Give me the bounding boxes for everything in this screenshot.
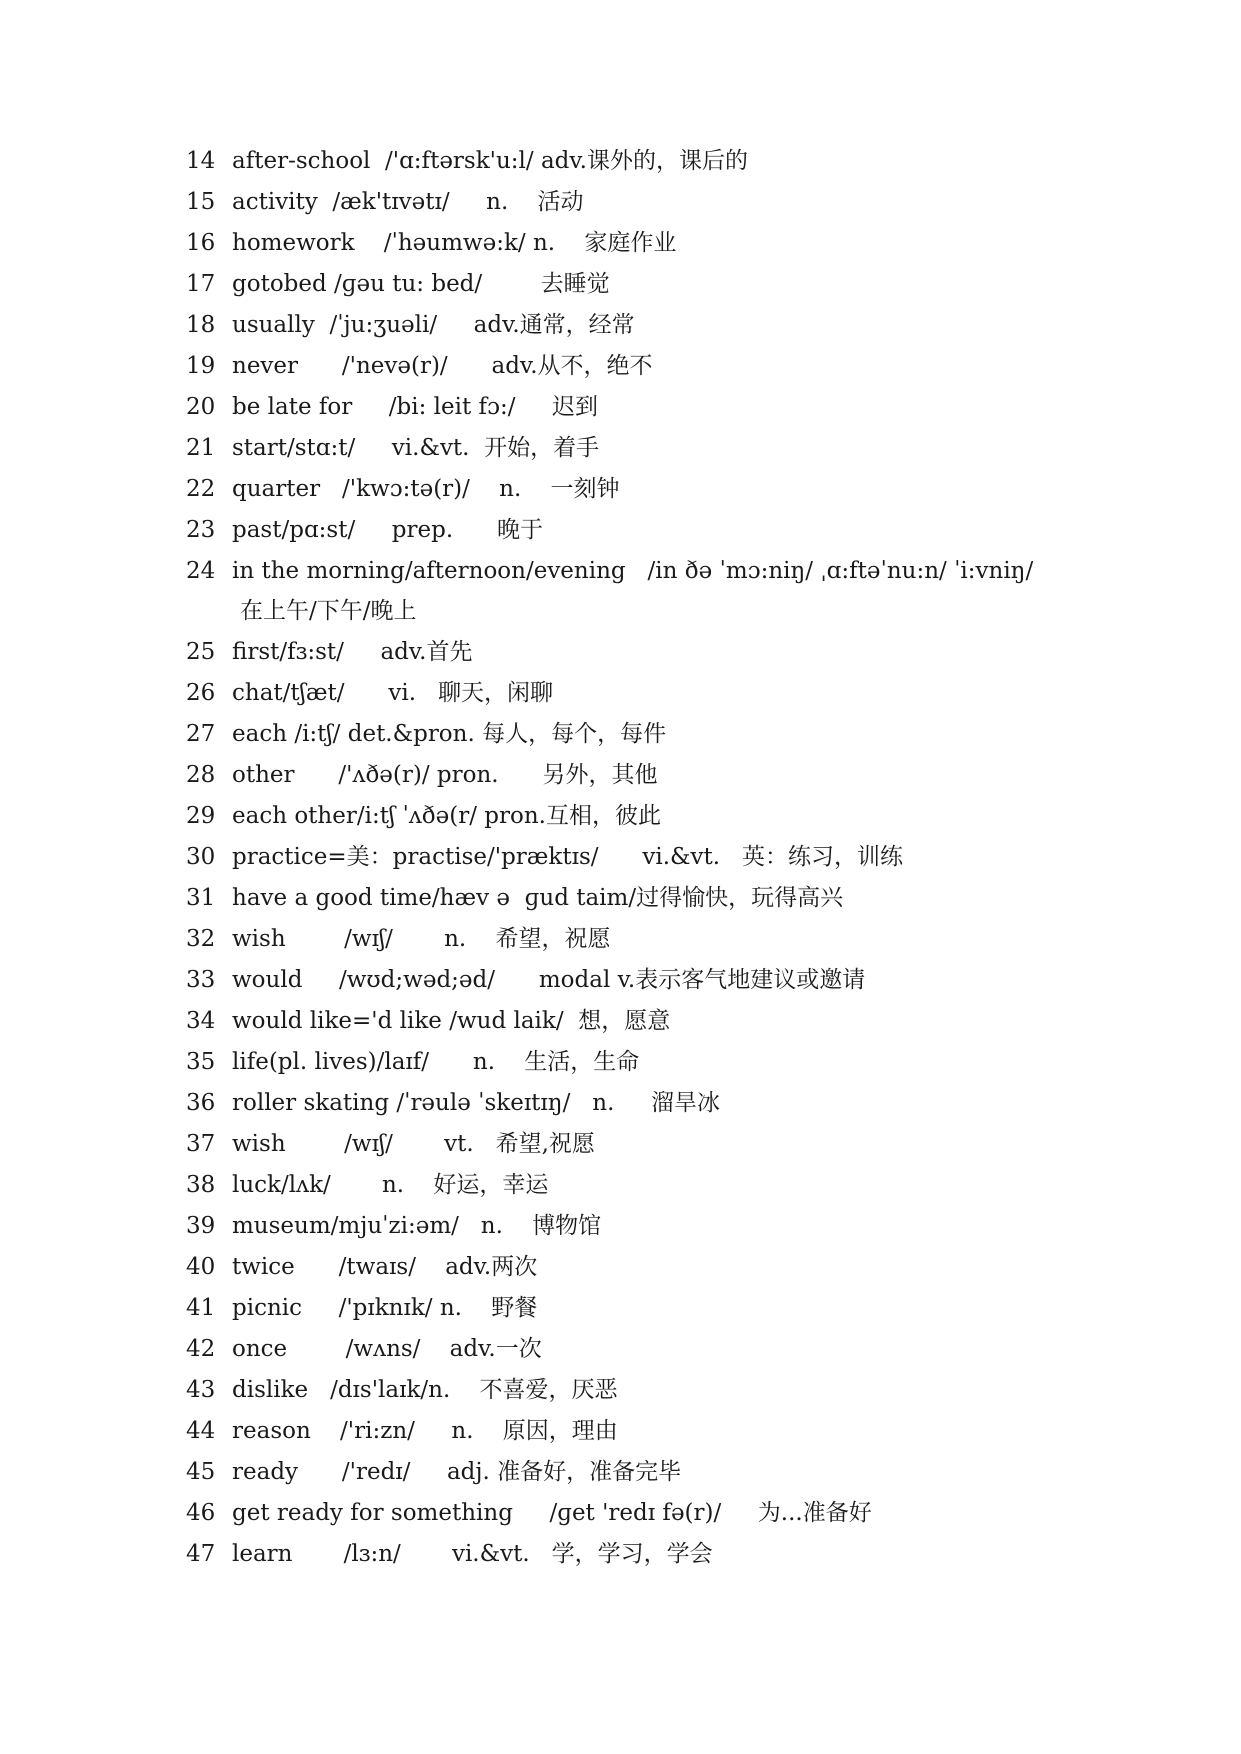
entry-text: never /'nevə(r)/ adv.从不，绝不 bbox=[232, 353, 653, 379]
vocab-entry bbox=[0, 435, 1241, 476]
vocab-entry bbox=[0, 762, 1241, 803]
vocab-entry bbox=[0, 1090, 1241, 1131]
entry-text: wish /wɪʃ/ vt. 希望,祝愿 bbox=[232, 1131, 595, 1157]
entry-number: 37 bbox=[186, 1131, 216, 1157]
entry-text: luck/lʌk/ n. 好运，幸运 bbox=[232, 1172, 549, 1198]
entry-number: 38 bbox=[186, 1172, 216, 1198]
vocab-entry bbox=[0, 1459, 1241, 1500]
vocab-entry bbox=[0, 926, 1241, 967]
entry-text: practice=美：practise/'præktɪs/ vi.&vt. 英：练习，训练 bbox=[232, 844, 903, 870]
entry-text: quarter /'kwɔ:tə(r)/ n. 一刻钟 bbox=[232, 476, 620, 502]
entry-number: 31 bbox=[186, 885, 216, 911]
entry-number: 17 bbox=[186, 271, 216, 297]
entry-text: have a good time/hæv ə ɡud taim/过得愉快，玩得高兴 bbox=[232, 885, 844, 911]
entry-number: 34 bbox=[186, 1008, 216, 1034]
entry-number: 26 bbox=[186, 680, 216, 706]
vocab-entry bbox=[0, 230, 1241, 271]
entry-number: 16 bbox=[186, 230, 216, 256]
entry-text: after-school /'ɑ:ftərsk'u:l/ adv.课外的，课后的 bbox=[232, 148, 748, 174]
entry-number: 14 bbox=[186, 148, 216, 174]
entry-text: wish /wɪʃ/ n. 希望，祝愿 bbox=[232, 926, 611, 952]
vocab-entry bbox=[0, 353, 1241, 394]
entry-number: 32 bbox=[186, 926, 216, 952]
entry-text: activity /æk'tɪvətɪ/ n. 活动 bbox=[232, 189, 584, 215]
entry-number: 24 bbox=[186, 558, 216, 584]
entry-number: 19 bbox=[186, 353, 216, 379]
entry-text-continuation: 在上午/下午/晚上 bbox=[240, 598, 417, 624]
entry-text: reason /'ri:zn/ n. 原因，理由 bbox=[232, 1418, 618, 1444]
vocab-entry bbox=[0, 517, 1241, 558]
vocab-entry bbox=[0, 803, 1241, 844]
entry-text: ready /'redɪ/ adj. 准备好，准备完毕 bbox=[232, 1459, 682, 1485]
entry-number: 28 bbox=[186, 762, 216, 788]
entry-number: 41 bbox=[186, 1295, 216, 1321]
vocab-entry bbox=[0, 967, 1241, 1008]
entry-text: would like='d like /wud laik/ 想，愿意 bbox=[232, 1008, 671, 1034]
vocab-entry bbox=[0, 844, 1241, 885]
vocab-entry bbox=[0, 476, 1241, 517]
entry-text: gotobed /ɡəu tu: bed/ 去睡觉 bbox=[232, 271, 610, 297]
vocab-entry bbox=[0, 1131, 1241, 1172]
entry-number: 47 bbox=[186, 1541, 216, 1567]
entry-number: 18 bbox=[186, 312, 216, 338]
vocab-entry bbox=[0, 1254, 1241, 1295]
entry-text: picnic /'pɪknɪk/ n. 野餐 bbox=[232, 1295, 538, 1321]
vocab-entry bbox=[0, 1172, 1241, 1213]
entry-number: 21 bbox=[186, 435, 216, 461]
vocab-entry bbox=[0, 1418, 1241, 1459]
entry-text: other /'ʌðə(r)/ pron. 另外，其他 bbox=[232, 762, 658, 788]
entry-number: 15 bbox=[186, 189, 216, 215]
entry-text: chat/tʃæt/ vi. 聊天，闲聊 bbox=[232, 680, 553, 706]
vocabulary-list bbox=[0, 148, 1241, 1582]
entry-text: roller skating /ˈrəulə ˈskeɪtɪŋ/ n. 溜旱冰 bbox=[232, 1090, 720, 1116]
entry-text: life(pl. lives)/laɪf/ n. 生活，生命 bbox=[232, 1049, 640, 1075]
entry-text: get ready for something /ɡet 'redɪ fə(r)/ 为...准备好 bbox=[232, 1500, 872, 1526]
entry-number: 25 bbox=[186, 639, 216, 665]
vocab-entry bbox=[0, 1213, 1241, 1254]
entry-number: 39 bbox=[186, 1213, 216, 1239]
vocab-entry bbox=[0, 1049, 1241, 1090]
entry-number: 46 bbox=[186, 1500, 216, 1526]
vocab-entry bbox=[0, 680, 1241, 721]
entry-number: 30 bbox=[186, 844, 216, 870]
entry-text: learn /lɜ:n/ vi.&vt. 学，学习，学会 bbox=[232, 1541, 713, 1567]
entry-text: once /wʌns/ adv.一次 bbox=[232, 1336, 542, 1362]
entry-text: first/fɜ:st/ adv.首先 bbox=[232, 639, 473, 665]
entry-number: 44 bbox=[186, 1418, 216, 1444]
vocab-entry bbox=[0, 1336, 1241, 1377]
entry-text: past/pɑ:st/ prep. 晚于 bbox=[232, 517, 544, 543]
vocab-entry bbox=[0, 1500, 1241, 1541]
entry-text: twice /twaɪs/ adv.两次 bbox=[232, 1254, 538, 1280]
entry-text: would /wʊd;wəd;əd/ modal v.表示客气地建议或邀请 bbox=[232, 967, 866, 993]
vocab-entry bbox=[0, 312, 1241, 353]
entry-text: usually /ˈju:ʒuəli/ adv.通常，经常 bbox=[232, 312, 635, 338]
entry-text: be late for /bi: leit fɔ:/ 迟到 bbox=[232, 394, 599, 420]
vocab-entry bbox=[0, 189, 1241, 230]
entry-number: 33 bbox=[186, 967, 216, 993]
vocab-entry bbox=[0, 1377, 1241, 1418]
vocab-entry bbox=[0, 1295, 1241, 1336]
entry-number: 45 bbox=[186, 1459, 216, 1485]
entry-number: 22 bbox=[186, 476, 216, 502]
vocab-entry bbox=[0, 721, 1241, 762]
entry-text: dislike /dɪs'laɪk/n. 不喜爱，厌恶 bbox=[232, 1377, 618, 1403]
entry-text: museum/mjuˈzi:əm/ n. 博物馆 bbox=[232, 1213, 602, 1239]
entry-number: 23 bbox=[186, 517, 216, 543]
entry-number: 29 bbox=[186, 803, 216, 829]
vocab-entry bbox=[0, 148, 1241, 189]
entry-text: homework /ˈhəumwə:k/ n. 家庭作业 bbox=[232, 230, 677, 256]
entry-number: 42 bbox=[186, 1336, 216, 1362]
vocab-entry bbox=[0, 885, 1241, 926]
vocab-entry bbox=[0, 1541, 1241, 1582]
entry-text: each other/i:tʃ ˈʌðə(r/ pron.互相，彼此 bbox=[232, 803, 661, 829]
vocab-entry bbox=[0, 271, 1241, 312]
entry-text: each /i:tʃ/ det.&pron. 每人，每个，每件 bbox=[232, 721, 667, 747]
entry-number: 35 bbox=[186, 1049, 216, 1075]
entry-number: 36 bbox=[186, 1090, 216, 1116]
vocab-entry bbox=[0, 639, 1241, 680]
entry-number: 27 bbox=[186, 721, 216, 747]
vocab-entry bbox=[0, 394, 1241, 435]
vocab-entry bbox=[0, 1008, 1241, 1049]
vocab-entry bbox=[0, 558, 1241, 639]
entry-number: 43 bbox=[186, 1377, 216, 1403]
entry-number: 40 bbox=[186, 1254, 216, 1280]
entry-number: 20 bbox=[186, 394, 216, 420]
entry-text: start/stɑ:t/ vi.&vt. 开始，着手 bbox=[232, 435, 600, 461]
entry-text: in the morning/afternoon/evening /in ðə ˈmɔ:niŋ/ ˌɑ:ftəˈnu:n/ ˈi:vniŋ/ bbox=[232, 558, 1034, 584]
